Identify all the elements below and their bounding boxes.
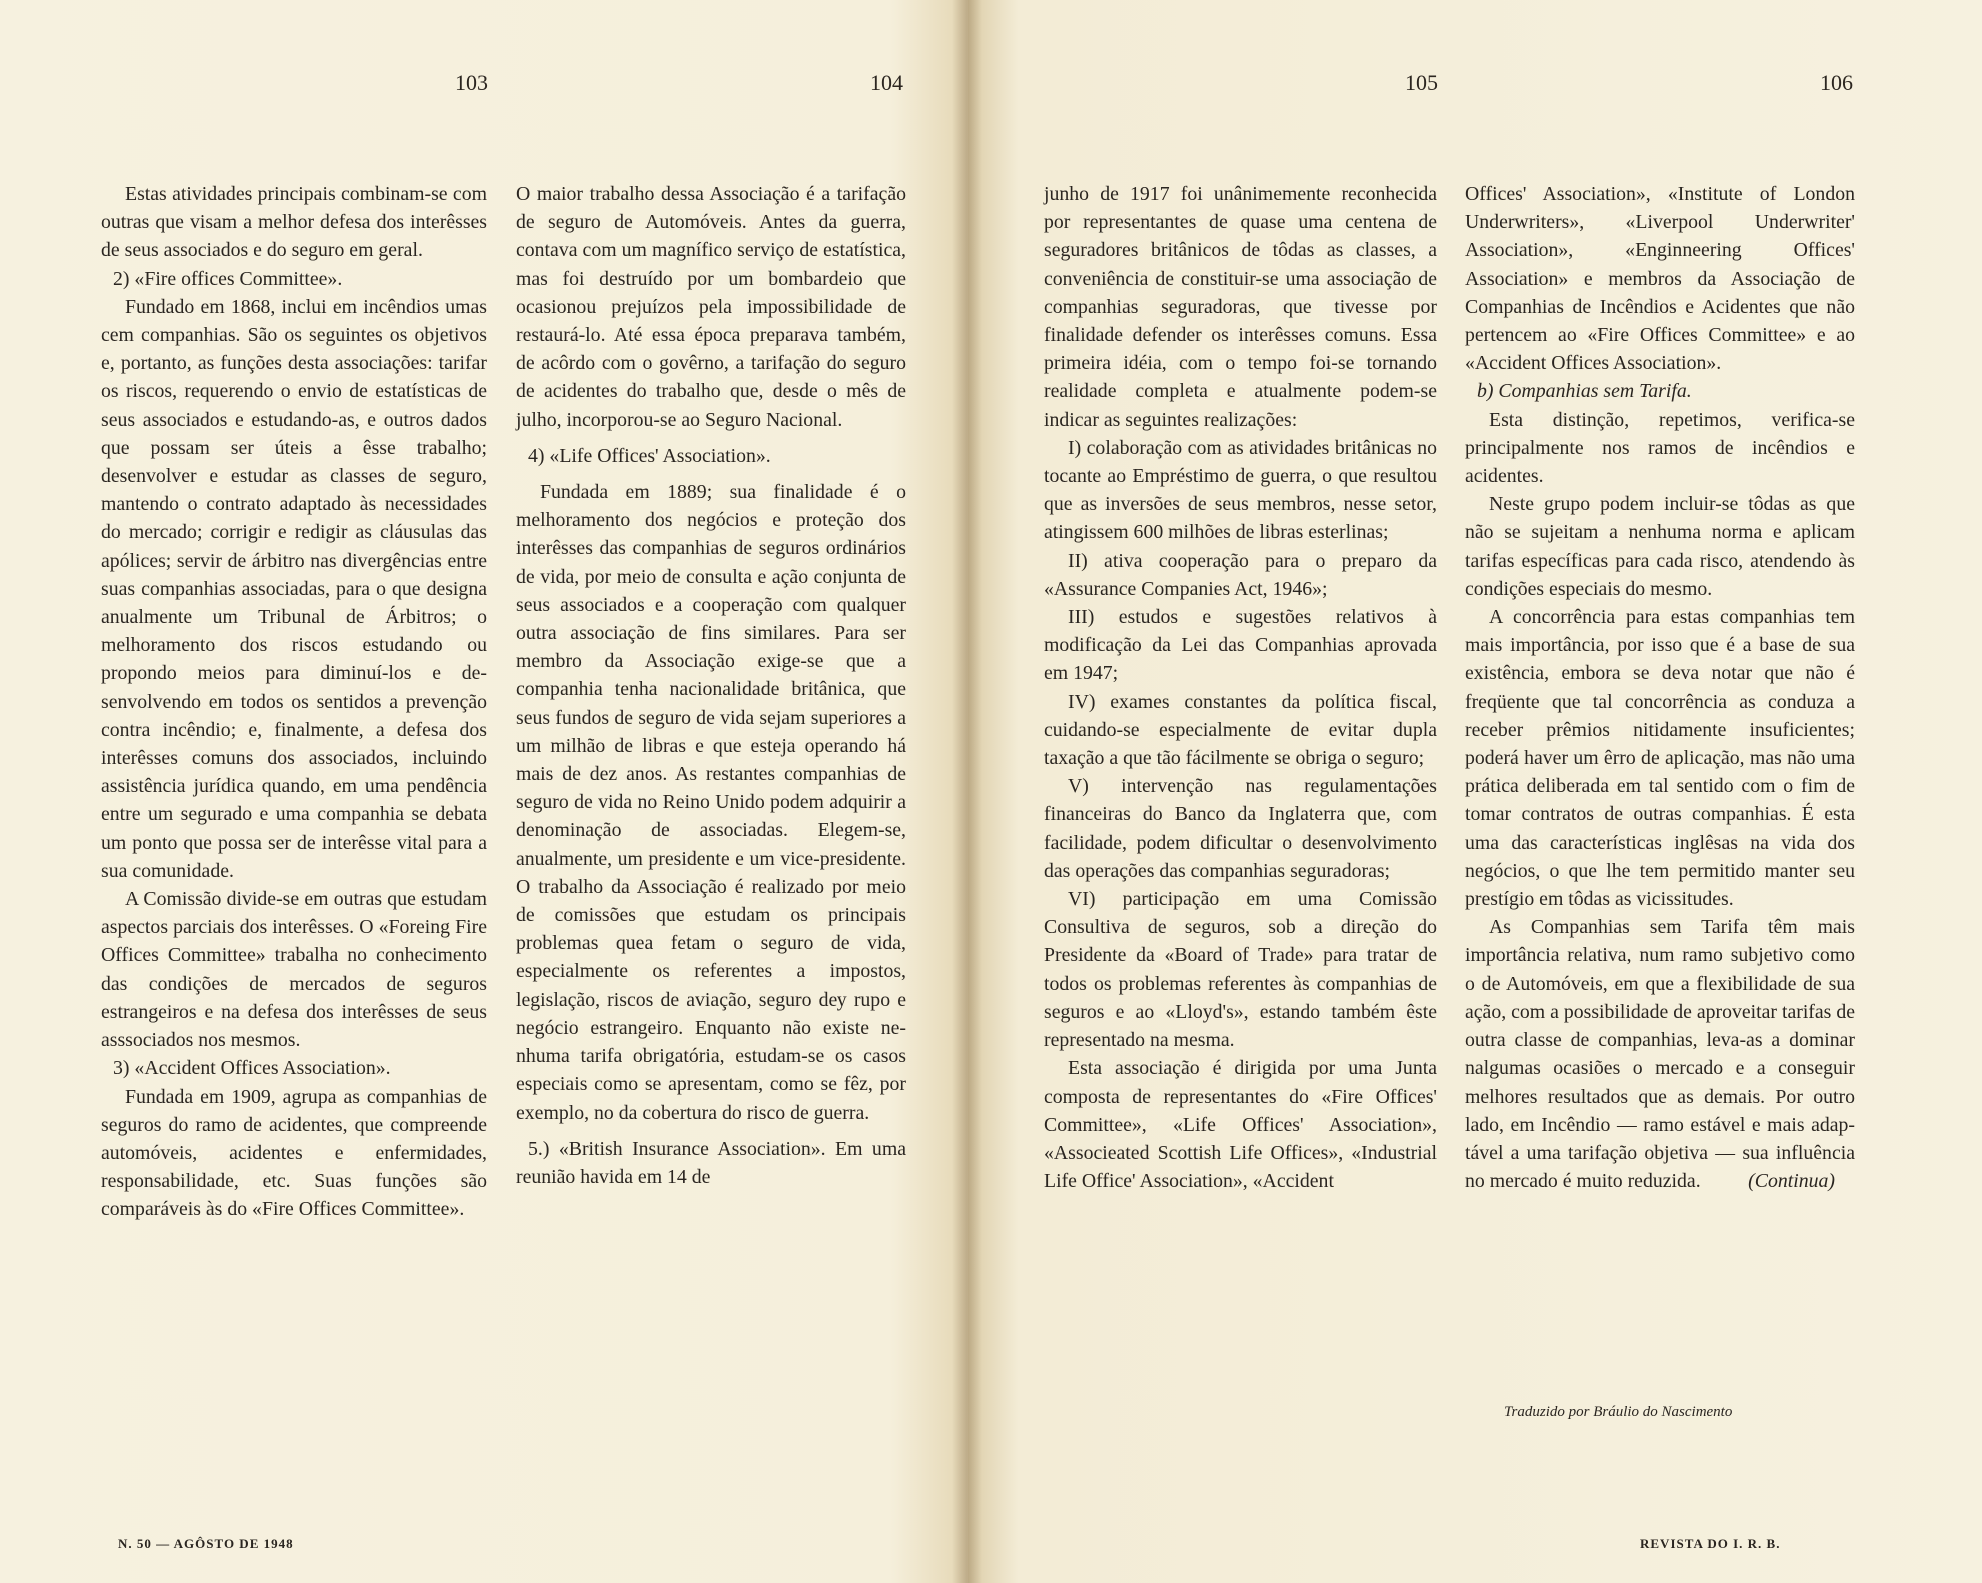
section-heading-text: b) Companhias sem Tarifa.: [1477, 380, 1692, 403]
list-item: VI) participação em uma Comissão Consultiva de seguros, sob a direção do Presidente da «Board of Trade» para tratar de todos os problemas referentes às companhias de seguros e ao «Lloyd's», estando também êste representado na mesma.: [1044, 888, 1437, 1052]
paragraph: A concorrência para estas companhias tem mais importância, por isso que é a base de sua existência, embora se deva notar que não é freqüente que tal concorrência as conduza a receber prêmios nitidamente insuficientes; poderá haver um êrro de aplicação, mas não uma prática deliberada em tal sentido com o fim de tomar contratos de outras companhias. É esta uma das características inglêsas na vida dos negócios, o que lhe tem permitido manter seu prestígio em tôdas as vicissitudes.: [1465, 606, 1855, 911]
paragraph: Fundado em 1868, inclui em incêndios umas cem companhias. São os seguintes os objetivos e, portanto, as funções desta associações: tarifar os riscos, requerendo o envio de estatísticas de seus associados e estudando-as, e outros dados que possam ser úteis a êsse trabalho; desenvolver e estudar as classes de seguro, mantendo o contrato adaptado às necessidades do mercado; corrigir e redigir as cláusulas das apólices; servir de árbitro nas divergências entre suas companhias associadas, para o que designa anualmente um Tribunal de Árbitros; o melhoramento dos riscos estudando ou propondo meios para diminuí-los e desenvolvendo em todos os sentidos a prevenção contra incêndio; e, finalmente, a defesa dos interêsses comuns dos associados, incluindo assistência jurídica quando, em uma pendência entre um segurado e uma companhia se debata um ponto que possa ser de interêsse vital para a sua comunidade.: [101, 295, 487, 882]
paragraph: A Comissão divide-se em outras que estudam aspectos parciais dos interêsses. O «Foreing Fire Offices Committee» trabalha no conhecimento das condições de mercados de seguros estrangeiros e na defesa dos interêsses de seus asssociados nos mesmos.: [101, 888, 487, 1052]
list-item: IV) exames constantes da política fiscal, cuidando-se especialmente de evitar dupla taxação a que tão fácilmente se obriga o seguro;: [1044, 690, 1437, 770]
paragraph: Esta associação é dirigida por uma Junta composta de representantes do «Fire Offices' Committee», «Life Offices' Association», «Associeated Scottish Life Offices», «Industrial Life Office' Association», «Accident: [1044, 1057, 1437, 1193]
paragraph-text: As Companhias sem Tarifa têm mais importância relativa, num ramo subjetivo como o de Automóveis, em que a flexibilidade de sua ação, com a possibilidade de aproveitar tarifas de outra classe de companhias, leva-as a dominar nalgumas ocasiões o mercado e a conseguir melhores resultados que as demais. Por outro lado, em Incêndio — ramo estável e mais adaptável a uma tarifação objetiva — sua influência no mercado é muito reduzida.: [1465, 916, 1855, 1193]
paragraph: Estas atividades principais combinam-se com outras que visam a melhor defesa dos interêsses de seus associados e do seguro em geral.: [101, 183, 487, 262]
book-spine: [952, 0, 982, 1583]
section-heading: 2) «Fire offices Committee».: [113, 267, 343, 290]
paragraph: Neste grupo podem incluir-se tôdas as que não se sujeitam a nenhuma norma e aplicam tarifas específicas para cada risco, atendendo às condições especiais do mesmo.: [1465, 493, 1855, 600]
paragraph: [1465, 913, 1855, 1195]
continua-label: (Continua): [1748, 1170, 1835, 1193]
column-3: [1044, 180, 1437, 1195]
list-item: I) colaboração com as atividades britânicas no tocante ao Empréstimo de guerra, o que resultou que as inversões de seus membros, nesse setor, atingissem 600 milhões de libras esterlinas;: [1044, 436, 1437, 544]
paragraph: Offices' Association», «Institute of London Underwriters», «Liverpool Underwriter' Association», «Enginneering Offices' Association» e membros da Associação de Companhias de Incêndios e Acidentes que não pertencem ao «Fire Offices Committee» e ao «Accident Offices Association».: [1465, 183, 1855, 375]
paragraph: Esta distinção, repetimos, verifica-se principalmente nos ramos de incêndios e acidentes.: [1465, 408, 1855, 488]
footer-journal: REVISTA DO I. R. B.: [1640, 1536, 1781, 1551]
section-heading: [1465, 377, 1855, 405]
section-heading: 3) «Accident Offices Association».: [113, 1057, 391, 1080]
page-number-104: 104: [870, 70, 903, 95]
column-2: [516, 180, 906, 1191]
list-item: V) intervenção nas regulamentações financeiras do Banco da Inglaterra que, com facilidade, podem dificultar o desenvolvimento das operações das companhias seguradoras;: [1044, 775, 1437, 882]
paragraph: junho de 1917 foi unânimemente reconhecida por representantes de quase uma centena de seguradores britânicos de tôdas as classes, a conveniência de constituir-se uma associação de companhias seguradoras, que tivesse por finalidade defender os interêsses comuns. Essa primeira idéia, com o tempo foi-se tornando realidade completa e atualmente podem-se indicar as seguintes realizações:: [1044, 183, 1437, 431]
column-1: [101, 180, 487, 1224]
paragraph: Fundada em 1909, agrupa as companhias de seguros do ramo de acidentes, que compreende automóveis, acidentes e enfermidades, responsabilidade, etc. Suas funções são comparáveis às do «Fire Offices Committee».: [101, 1085, 487, 1221]
list-item: II) ativa cooperação para o preparo da «Assurance Companies Act, 1946»;: [1044, 549, 1437, 600]
list-item: III) estudos e sugestões relativos à modificação da Lei das Companhias aprovada em 1947;: [1044, 606, 1437, 685]
paragraph: O maior trabalho dessa Associação é a tarifação de seguro de Automóveis. Antes da guerra, contava com um magnífico serviço de estatística, mas foi destruído por um bombardeio que ocasionou prejuízos pela impossibilidade de restaurá-lo. Até essa época preparava também, de acôrdo com o govêrno, a tarifação do seguro de acidentes do trabalho que, desde o mês de julho, incorporou-se ao Seguro Nacional.: [516, 183, 906, 431]
paragraph: Fundada em 1889; sua finalidade é o melhoramento dos negócios e proteção dos interêsses das companhias de seguros ordinários de vida, por meio de consulta e ação conjunta de seus associados e a cooperação com qualquer outra associação de fins similares. Para ser membro da Associação exige-se que a companhia tenha nacionalidade britânica, que seus fundos de seguro de vida sejam superiores a um milhão de libras e que esteja operando há mais de dez anos. As restantes companhias de seguro de vida no Reino Unido podem adquirir a denominação de associadas. Elegem-se, anualmente, um presidente e um vice-presidente. O trabalho da Associação é realizado por meio de comissões que estudam os principais problemas quea fetam o seguro de vida, especialmente os referentes a impostos, legislação, riscos de aviação, seguro dеу rupo e negócio estrangeiro. Enquanto não existe nenhuma tarifa obrigatória, estudam-se os casos especiais como se apresentam, como se fêz, por exemplo, no da cobertura do risco de guerra.: [516, 481, 906, 1124]
page-number-103: 103: [455, 70, 488, 95]
page-number-105: 105: [1405, 70, 1438, 95]
page-number-106: 106: [1820, 70, 1853, 95]
footer-issue: N. 50 — AGÔSTO DE 1948: [118, 1536, 294, 1551]
section-heading: 4) «Life Offices' Association».: [528, 444, 771, 467]
translator-credit: Traduzido por Bráulio do Nascimento: [1504, 1404, 1733, 1420]
column-4: [1465, 180, 1855, 1195]
section-heading: 5.) «British Insurance Association». Em uma reunião havida em 14 de: [516, 1137, 906, 1188]
